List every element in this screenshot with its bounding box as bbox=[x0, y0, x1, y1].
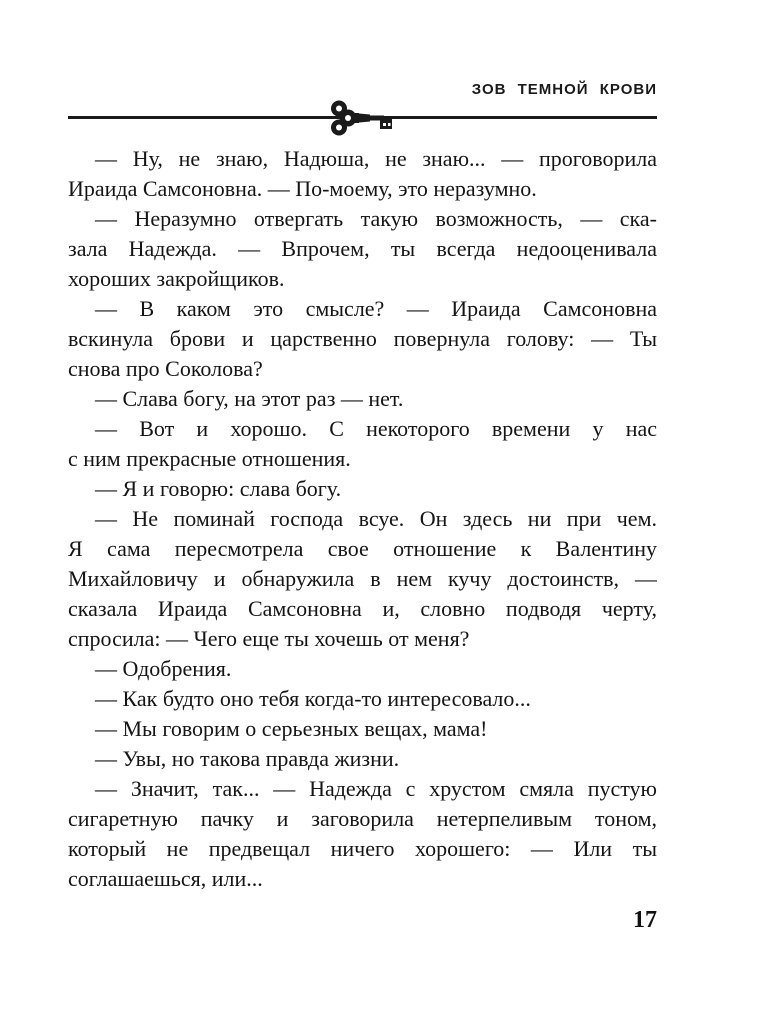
text-line: сигаретную пачку и заговорила нетерпеливым тоном, bbox=[68, 806, 657, 831]
text-line: — Вот и хорошо. С некоторого времени у нас bbox=[95, 416, 657, 441]
text-line: хороших закройщиков. bbox=[68, 266, 285, 291]
text-line: спросила: — Чего еще ты хочешь от меня? bbox=[68, 626, 470, 651]
text-line: — Неразумно отвергать такую возможность, — ска- bbox=[95, 206, 657, 231]
page-body-text bbox=[68, 144, 657, 894]
running-head-title: ЗОВ ТЕМНОЙ КРОВИ bbox=[471, 81, 657, 98]
key-ornament-icon bbox=[328, 99, 396, 137]
text-line: — Слава богу, на этот раз — нет. bbox=[95, 386, 404, 411]
text-line: Михайловичу и обнаружила в нем кучу достоинств, — bbox=[68, 566, 657, 591]
text-line: Я сама пересмотрела свое отношение к Валентину bbox=[68, 536, 657, 561]
text-line: — Я и говорю: слава богу. bbox=[95, 476, 342, 501]
text-line: — Одобрения. bbox=[95, 656, 232, 681]
text-line: — Как будто оно тебя когда-то интересовало... bbox=[95, 686, 531, 711]
text-line: сказала Ираида Самсоновна и, словно подводя черту, bbox=[68, 596, 657, 621]
text-line: — Ну, не знаю, Надюша, не знаю... — проговорила bbox=[95, 146, 657, 171]
text-line: вскинула брови и царственно повернула голову: — Ты bbox=[68, 326, 657, 351]
text-line: соглашаешься, или... bbox=[68, 866, 263, 891]
text-line: снова про Соколова? bbox=[68, 356, 263, 381]
text-line: — Увы, но такова правда жизни. bbox=[95, 746, 400, 771]
text-line: зала Надежда. — Впрочем, ты всегда недооценивала bbox=[68, 236, 657, 261]
text-line: — В каком это смысле? — Ираида Самсоновна bbox=[95, 296, 657, 321]
text-line: — Не поминай господа всуе. Он здесь ни при чем. bbox=[95, 506, 657, 531]
text-line: Ираида Самсоновна. — По-моему, это неразумно. bbox=[68, 176, 537, 201]
text-line: с ним прекрасные отношения. bbox=[68, 446, 351, 471]
text-line: — Мы говорим о серьезных вещах, мама! bbox=[95, 716, 488, 741]
text-line: — Значит, так... — Надежда с хрустом смяла пустую bbox=[95, 776, 657, 801]
page-number: 17 bbox=[633, 907, 657, 933]
text-line: который не предвещал ничего хорошего: — Или ты bbox=[68, 836, 657, 861]
